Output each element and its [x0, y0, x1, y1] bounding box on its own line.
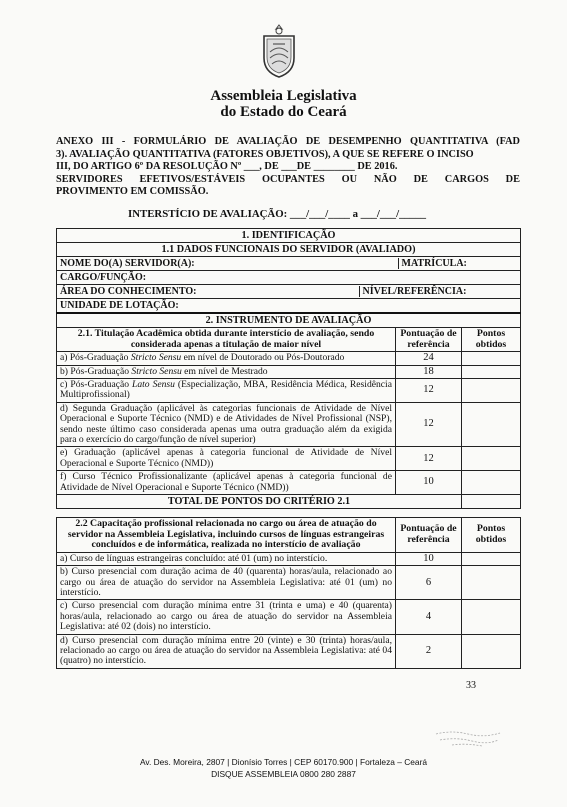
table-row: [57, 566, 521, 600]
criterion-item: d) Segunda Graduação (aplicável às categorias funcionais de Atividade de Nível Operacional e Suporte Técnico (NMD) e de Atividades de Nível Profissional (NSP), sendo neste último caso considerada apenas uma outra graduação além da exigida para o exercício do cargo/função de nível superior): [57, 402, 396, 447]
heading-line: PROVIMENTO EM COMISSÃO.: [56, 186, 209, 197]
position-field[interactable]: [57, 271, 521, 285]
servant-name-label: NOME DO(A) SERVIDOR(A):: [60, 258, 195, 269]
reference-score: 12: [396, 447, 462, 471]
obtained-points-cell[interactable]: [462, 471, 521, 495]
reference-score: 10: [396, 471, 462, 495]
reference-score-header: Pontuação de referência: [396, 518, 462, 553]
criterion-item: c) Curso presencial com duração mínima entre 31 (trinta e uma) e 40 (quarenta) horas/aula, relacionado ao cargo ou área de atuação do servidor na Assembleia Legislativa: até 02 (dois) no interstício.: [57, 600, 396, 634]
obtained-points-header: Pontos obtidos: [462, 518, 521, 553]
obtained-points-cell[interactable]: [462, 600, 521, 634]
heading-line: III, DO ARTIGO 6º DA RESOLUÇÃO Nº ___, DE ___DE ________ DE 2016.: [56, 161, 398, 172]
criterion-item: b) Pós-Graduação Stricto Sensu em nível de Mestrado: [57, 365, 396, 378]
reference-score-header: Pontuação de referência: [396, 328, 462, 352]
obtained-points-cell[interactable]: [462, 634, 521, 668]
servant-name-field[interactable]: [57, 257, 521, 271]
criterion-item: d) Curso presencial com duração mínima entre 20 (vinte) e 30 (trinta) horas/aula, relacionado ao cargo ou área de atuação do servidor na Assembleia Legislativa: até 04 (quatro) no interstício.: [57, 634, 396, 668]
obtained-points-cell[interactable]: [462, 566, 521, 600]
table-row: [57, 634, 521, 668]
obtained-points-cell[interactable]: [462, 447, 521, 471]
reference-score: 4: [396, 600, 462, 634]
unit-label: UNIDADE DE LOTAÇÃO:: [60, 300, 179, 311]
table-row: [57, 402, 521, 447]
obtained-points-cell[interactable]: [462, 352, 521, 365]
level-reference-label: NÍVEL/REFERÊNCIA:: [359, 286, 467, 297]
criterion-21-title: 2.1. Titulação Acadêmica obtida durante interstício de avaliação, sendo considerada apenas a titulação de maior nível: [57, 328, 396, 352]
evaluation-table-1: [56, 228, 521, 509]
table-row: [57, 447, 521, 471]
knowledge-area-label: ÁREA DO CONHECIMENTO:: [60, 286, 197, 297]
criterion-22-title: 2.2 Capacitação profissional relacionada no cargo ou área de atuação do servidor na Assembleia Legislativa, incluindo cursos de línguas estrangeiras concluídos e de informática, realizada no interstício de avaliação: [57, 518, 396, 553]
reference-score: 6: [396, 566, 462, 600]
section-instrument-title: 2. INSTRUMENTO DE AVALIAÇÃO: [57, 313, 521, 328]
criterion-item: b) Curso presencial com duração acima de 40 (quarenta) horas/aula, relacionado ao cargo ou área de atuação do servidor na Assembleia Legislativa: até 01 (um) no interstício.: [57, 566, 396, 600]
institution-name-line2: do Estado do Ceará: [220, 104, 347, 120]
criterion-item: a) Curso de línguas estrangeiras concluído: até 01 (um) no interstício.: [57, 552, 396, 565]
table-row: [57, 352, 521, 365]
form-heading: [56, 136, 520, 199]
criterion-item: a) Pós-Graduação Stricto Sensu em nível de Doutorado ou Pós-Doutorado: [57, 352, 396, 365]
subsection-functional-data-title: 1.1 DADOS FUNCIONAIS DO SERVIDOR (AVALIADO): [57, 243, 521, 257]
page-number: 33: [466, 680, 476, 691]
obtained-points-cell[interactable]: [462, 365, 521, 378]
criterion-item: e) Graduação (aplicável apenas à categoria funcional de Atividade de Nível Operacional e Suporte Técnico (NMD)): [57, 447, 396, 471]
section-identification-title: 1. IDENTIFICAÇÃO: [57, 229, 521, 243]
registration-label: MATRÍCULA:: [398, 258, 467, 269]
unit-field[interactable]: [57, 299, 521, 314]
heading-line: ANEXO III - FORMULÁRIO DE AVALIAÇÃO DE DESEMPENHO QUANTITATIVA (FAD: [56, 136, 520, 147]
footer-address: Av. Des. Moreira, 2807 | Dionísio Torres | CEP 60170.900 | Fortaleza – Ceará: [139, 757, 428, 767]
reference-score: 18: [396, 365, 462, 378]
reference-score: 2: [396, 634, 462, 668]
institution-name-line1: Assembleia Legislativa: [210, 88, 357, 104]
obtained-points-cell[interactable]: [462, 402, 521, 447]
table-row: [57, 552, 521, 565]
criterion-21-total-label: TOTAL DE PONTOS DO CRITÉRIO 2.1: [57, 495, 462, 509]
obtained-points-cell[interactable]: [462, 379, 521, 403]
reference-score: 12: [396, 379, 462, 403]
heading-line: 3). AVALIAÇÃO QUANTITATIVA (FATORES OBJETIVOS), A QUE SE REFERE O INCISO: [56, 148, 474, 160]
criterion-21-total-cell[interactable]: [462, 495, 521, 509]
criterion-item: f) Curso Técnico Profissionalizante (aplicável apenas à categoria funcional de Atividade de Nível Operacional e Suporte Técnico (NMD)): [57, 471, 396, 495]
reference-score: 12: [396, 402, 462, 447]
heading-line: SERVIDORES EFETIVOS/ESTÁVEIS OCUPANTES OU NÃO DE CARGOS DE: [56, 173, 520, 185]
coat-of-arms-icon: [258, 22, 300, 80]
reference-score: 24: [396, 352, 462, 365]
table-row: [57, 471, 521, 495]
reference-score: 10: [396, 552, 462, 565]
criterion-item: c) Pós-Graduação Lato Sensu (Especialização, MBA, Residência Médica, Residência Multiprofissional): [57, 379, 396, 403]
interstice-line: INTERSTÍCIO DE AVALIAÇÃO: ___/___/____ a ___/___/_____: [128, 208, 427, 220]
position-label: CARGO/FUNÇÃO:: [60, 272, 147, 283]
table-row: [57, 365, 521, 378]
footer-hotline: DISQUE ASSEMBLEIA 0800 280 2887: [211, 769, 356, 779]
table-row: [57, 379, 521, 403]
obtained-points-cell[interactable]: [462, 552, 521, 565]
knowledge-area-field[interactable]: [57, 285, 521, 299]
obtained-points-header: Pontos obtidos: [462, 328, 521, 352]
faint-stamp-mark: [432, 728, 504, 748]
table-row: [57, 600, 521, 634]
evaluation-table-2: [56, 517, 521, 669]
